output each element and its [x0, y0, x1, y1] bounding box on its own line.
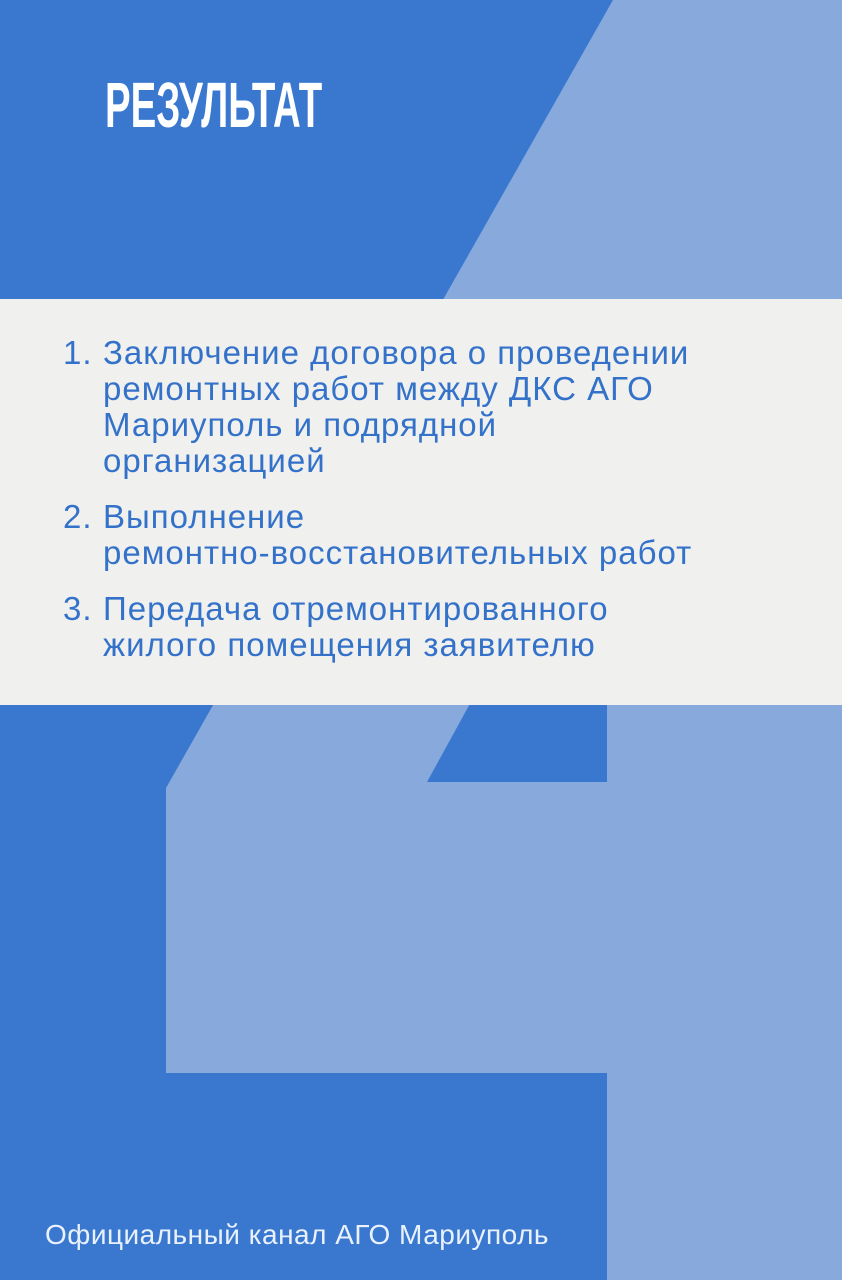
content-band [0, 299, 842, 705]
list-item [63, 335, 812, 479]
list-item [63, 499, 812, 571]
list-item-text: Выполнение ремонтно-восстановительных работ [103, 498, 693, 571]
list-item-number: 3. [63, 590, 93, 627]
list-item-text: Передача отремонтированного жилого помещения заявителю [103, 590, 609, 663]
footer-text: Официальный канал АГО Мариуполь [45, 1219, 550, 1250]
list-item-number: 1. [63, 334, 93, 371]
list-item-text: Заключение договора о проведении ремонтных работ между ДКС АГО Мариуполь и подрядной организацией [103, 334, 690, 479]
list-item-number: 2. [63, 498, 93, 535]
page-title: РЕЗУЛЬТАТ [105, 69, 323, 141]
list-item [63, 591, 812, 663]
